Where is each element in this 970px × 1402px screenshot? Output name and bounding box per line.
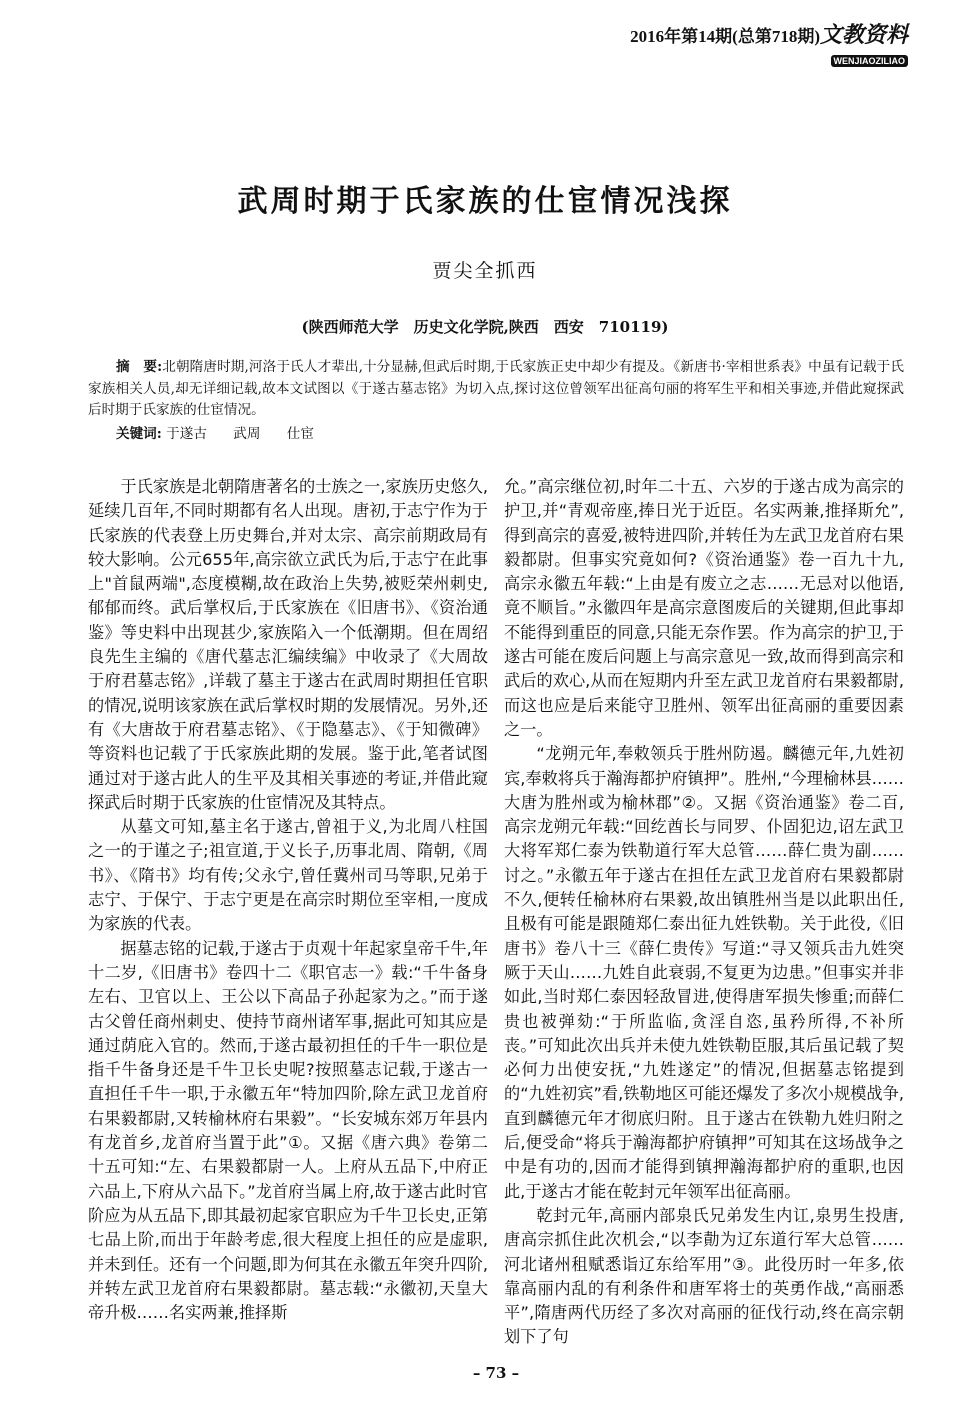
paragraph: 允。”高宗继位初,时年二十五、六岁的于遂古成为高宗的护卫,并“青观帝座,捧日光于近臣。名实两兼,推择斯允”,得到高宗的喜爱,被特进四阶,并转任为左武卫龙首府右果毅都尉。但事实究竟如何?《资治通鉴》卷一百九十九,高宗永徽五年载:“上由是有废立之志……无忌对以他语,竟不顺旨。”永徽四年是高宗意图废后的关键期,但此事却不能得到重臣的同意,只能无奈作罢。作为高宗的护卫,于遂古可能在废后问题上与高宗意见一致,故而得到高宗和武后的欢心,从而在短期内升至左武卫龙首府右果毅都尉,而这也应是后来能守卫胜州、领军出征高丽的重要因素之一。 [504,477,904,739]
abstract [88,357,904,422]
paragraph: 据墓志铭的记载,于遂古于贞观十年起家皇帝千牛,年十二岁,《旧唐书》卷四十二《职官志一》载:“千牛备身左右、卫官以上、王公以下高品子孙起家为之。”而于遂古父曾任商州刺史、使持节商州诸军事,据此可知其应是通过荫庇入官的。然而,于遂古最初担任的千牛一职位是指千牛备身还是千牛卫长史呢?按照墓志记载,于遂古一直担任千牛一职,于永徽五年“特加四阶,除左武卫龙首府右果毅都尉,又转榆林府右果毅”。“长安城东郊万年县内有龙首乡,龙首府当置于此”①。又据《唐六典》卷第二十五可知:“左、右果毅都尉一人。上府从五品下,中府正六品上,下府从六品下。”龙首府当属上府,故于遂古此时官阶应为从五品下,即其最初起家官职应为千牛卫长史,正第七品上阶,而出于年龄考虑,很大程度上担任的应是虚职,并未到任。还有一个问题,即为何其在永徽五年突升四阶,并转左武卫龙首府右果毅都尉。墓志载:“永徽初,天皇大帝升极……名实两兼,推择斯 [88,938,488,1323]
paragraph: 从墓文可知,墓主名于遂古,曾祖于义,为北周八柱国之一的于谨之子;祖宣道,于义长子,历事北周、隋朝,《周书》、《隋书》均有传;父永宁,曾任冀州司马等职,兄弟于志宁、于保宁、于志宁更是在高宗时期位至宰相,一度成为家族的代表。 [88,817,488,934]
body-column-left [88,475,488,1350]
abstract-text: 北朝隋唐时期,河洛于氏人才辈出,十分显赫,但武后时期,于氏家族正史中却少有提及。《新唐书·宰相世系表》中虽有记载于氏家族相关人员,却无详细记载,故本文试图以《于遂古墓志铭》为切入点,探讨这位曾领军出征高句丽的将军生平和相关事迹,并借此窥探武后时期于氏家族的仕宦情况。 [88,359,904,418]
author: 贾尖全抓西 [432,260,538,282]
abstract-label: 摘 要: [116,359,163,375]
paragraph: 于氏家族是北朝隋唐著名的士族之一,家族历史悠久,延续几百年,不同时期都有名人出现。唐初,于志宁作为于氏家族的代表登上历史舞台,并对太宗、高宗前期政局有较大影响。公元655年,高宗欲立武氏为后,于志宁在此事上"首鼠两端",态度模糊,故在政治上失势,被贬荣州刺史,郁郁而终。武后掌权后,于氏家族在《旧唐书》、《资治通鉴》等史料中出现甚少,家族陷入一个低潮期。但在周绍良先生主编的《唐代墓志汇编续编》中收录了《大周故于府君墓志铭》,详载了墓主于遂古在武周时期担任官职的情况,说明该家族在武后掌权时期的发展情况。另外,还有《大唐故于府君墓志铭》、《于隐墓志》、《于知微碑》等资料也记载了于氏家族此期的发展。鉴于此,笔者试图通过对于遂古此人的生平及其相关事迹的考证,并借此窥探武后时期于氏家族的仕宦情况及其特点。 [88,477,488,812]
body-column-right [504,475,904,1350]
issue-info: 2016年第14期(总第718期) [630,27,820,46]
running-header [630,18,908,68]
journal-logo: 文教资料 [819,22,908,48]
affiliation: (陕西师范大学 历史文化学院,陕西 西安 710119) [301,318,669,336]
paragraph: 乾封元年,高丽内部泉氏兄弟发生内讧,泉男生投唐,唐高宗抓住此次机会,“以李勣为辽东道行军大总管……河北诸州租赋悉诣辽东给军用”③。此役历时一年多,依靠高丽内乱的有利条件和唐军将士的英勇作战,“高丽悉平”,隋唐两代历经了多次对高丽的征伐行动,终在高宗朝划下了句 [504,1205,904,1347]
keyword: 于遂古 [166,425,207,442]
paragraph: “龙朔元年,奉敕领兵于胜州防遏。麟德元年,九姓初宾,奉敕将兵于瀚海都护府镇押”。胜州,“今理榆林县……大唐为胜州或为榆林郡”②。又据《资治通鉴》卷二百,高宗龙朔元年载:“回纥酋长与同罗、仆固犯边,诏左武卫大将军郑仁泰为铁勒道行军大总管……薛仁贵为副……讨之。”永徽五年于遂古在担任左武卫龙首府右果毅都尉不久,便转任榆林府右果毅,故出镇胜州当是以此职出任,且极有可能是跟随郑仁泰出征九姓铁勒。关于此役,《旧唐书》卷八十三《薛仁贵传》写道:“寻又领兵击九姓突厥于天山……九姓自此衰弱,不复更为边患。”但事实并非如此,当时郑仁泰因轻敌冒进,使得唐军损失惨重;而薛仁贵也被弹劾:“于所监临,贪淫自恣,虽矜所得,不补所丧。”可知此次出兵并未使九姓铁勒臣服,其后虽记载了契必何力出使安抚,“九姓遂定”的情况,但据墓志铭提到的“九姓初宾”看,铁勒地区可能还爆发了多次小规模战争,直到麟德元年才彻底归附。且于遂古在铁勒九姓归附之后,便受命“将兵于瀚海都护府镇押”可知其在这场战争之中是有功的,因而才能得到镇押瀚海都护府的重职,也因此,于遂古才能在乾封元年领军出征高丽。 [504,744,904,1201]
article-title: 武周时期于氏家族的仕宦情况浅探 [237,184,733,219]
keywords-label: 关键词: [116,425,162,442]
keyword: 仕宦 [286,425,314,442]
keyword: 武周 [233,425,261,442]
journal-pinyin: WENJIAOZILIAO [831,55,909,67]
article-content [88,357,904,1402]
body-columns [88,475,904,1350]
keywords [88,424,904,446]
page-number: – 73 – [472,1363,520,1382]
